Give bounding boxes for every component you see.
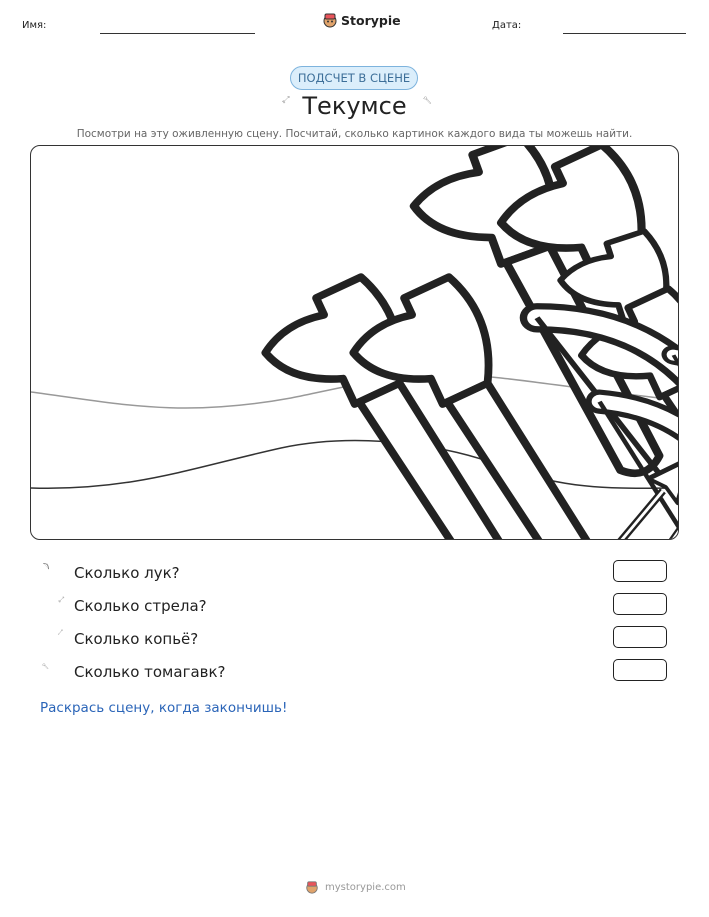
question-text: Сколько копьё? <box>74 630 199 648</box>
name-label: Имя: <box>22 20 47 31</box>
storypie-logo <box>322 12 401 28</box>
activity-badge: ПОДСЧЕТ В СЦЕНЕ <box>290 66 418 90</box>
date-label: Дата: <box>492 20 522 31</box>
tomahawk-icon <box>420 92 448 120</box>
counting-scene[interactable] <box>30 145 679 540</box>
page-title: Текумсе <box>302 92 407 120</box>
answer-box-arrow[interactable] <box>613 593 667 615</box>
footer <box>305 880 406 894</box>
instructions: Посмотри на эту оживленную сцену. Посчитай, сколько картинок каждого вида ты можешь найти. <box>76 128 633 140</box>
question-text: Сколько лук? <box>74 564 180 582</box>
coloring-instruction: Раскрась сцену, когда закончишь! <box>40 700 288 716</box>
question-row-bow <box>38 561 180 585</box>
question-text: Сколько томагавк? <box>74 663 226 681</box>
answer-box-bow[interactable] <box>613 560 667 582</box>
tomahawk-icon <box>38 660 66 684</box>
question-text: Сколько стрела? <box>74 597 207 615</box>
storypie-mascot-icon <box>305 880 319 894</box>
answer-box-spear[interactable] <box>613 626 667 648</box>
scene-drawing <box>31 146 679 540</box>
spear-icon <box>38 627 66 651</box>
question-row-spear <box>38 627 198 651</box>
storypie-mascot-icon <box>322 12 338 28</box>
arrow-icon <box>38 594 66 618</box>
brand-name: Storypie <box>341 12 401 28</box>
question-row-tomahawk <box>38 660 226 684</box>
footer-url[interactable]: mystorypie.com <box>325 881 406 893</box>
question-row-arrow <box>38 594 207 618</box>
name-line[interactable] <box>100 33 255 34</box>
answer-box-tomahawk[interactable] <box>613 659 667 681</box>
bow-icon <box>38 561 66 585</box>
date-line[interactable] <box>563 33 686 34</box>
